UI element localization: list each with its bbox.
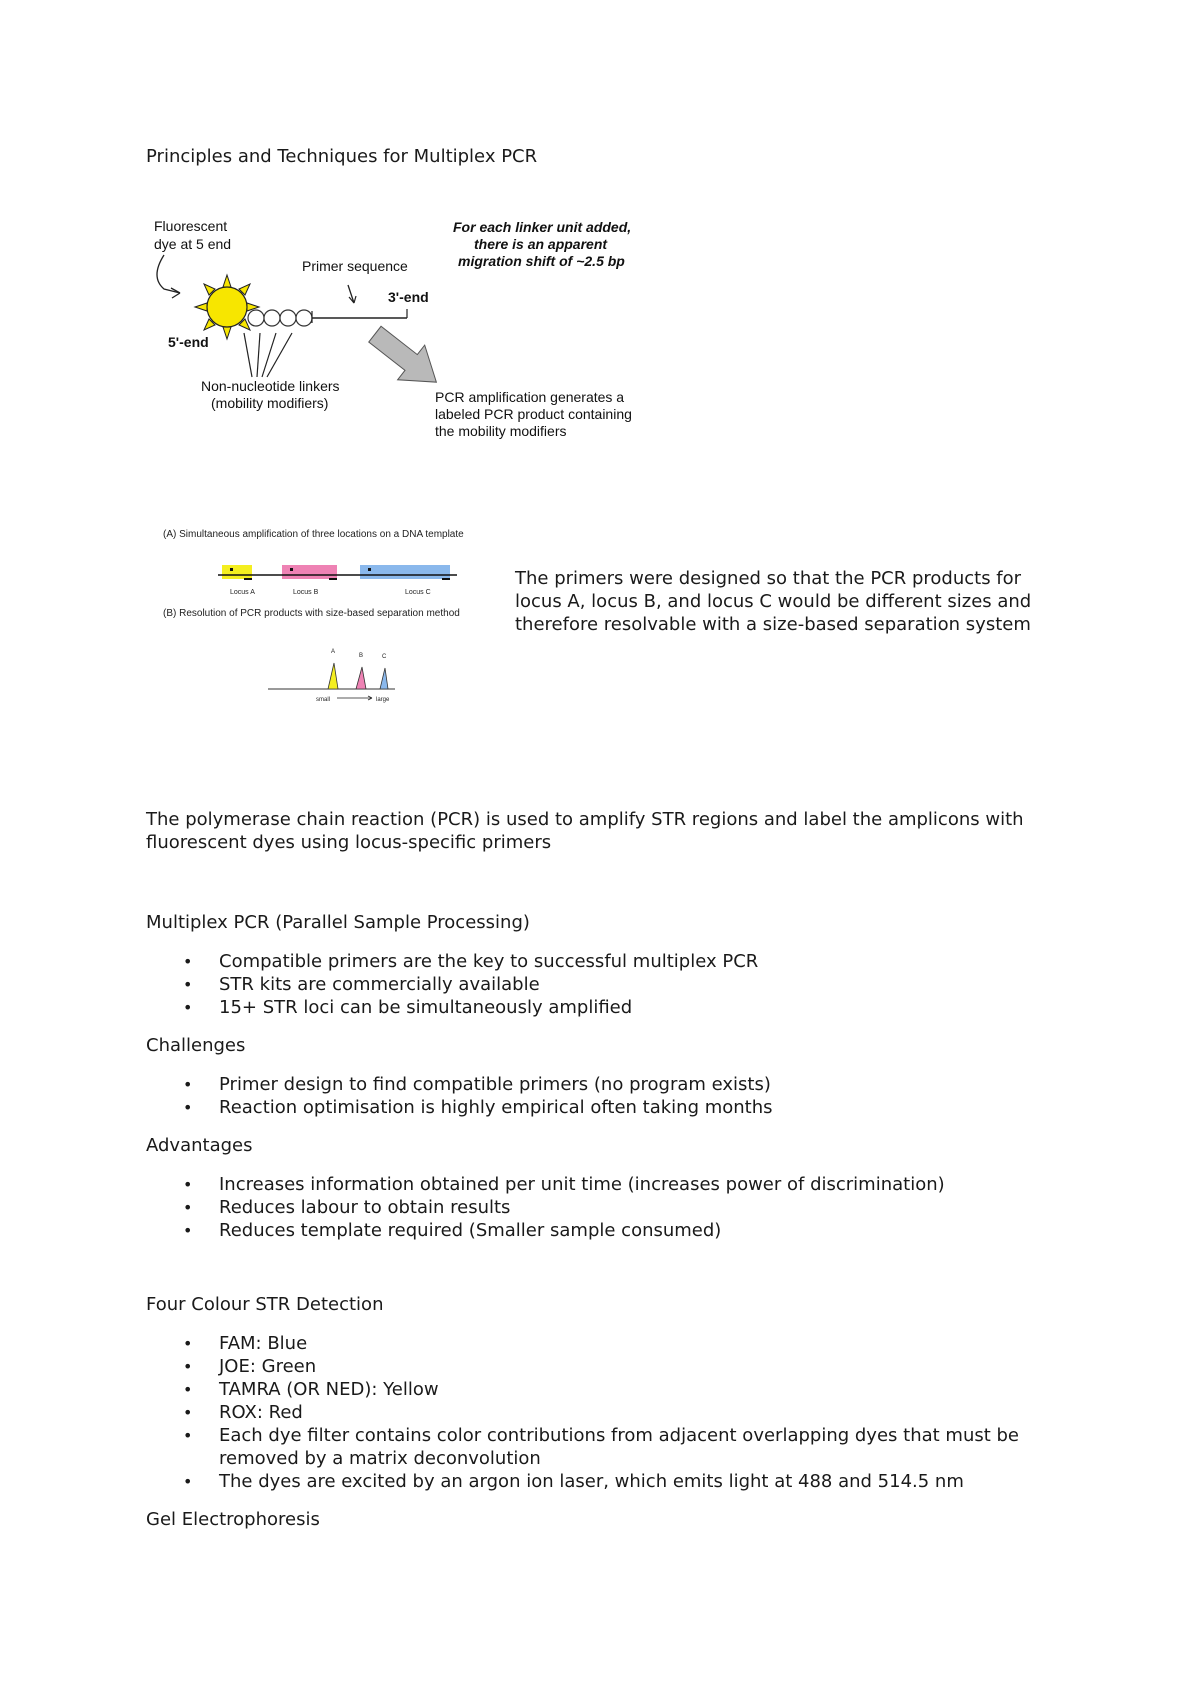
five-prime-end-label: 5'-end (168, 334, 209, 350)
small-label: small (316, 697, 331, 703)
linker-pointer-arrows (244, 333, 292, 377)
pcr-note-line2: labeled PCR product containing (435, 406, 632, 422)
list-item: • Reaction optimisation is highly empirical often taking months (146, 1096, 1066, 1119)
locus-c-band (360, 565, 450, 579)
dye-label-line2: dye at 5 end (154, 236, 232, 252)
list-item: • Reduces template required (Smaller sample consumed) (146, 1219, 1066, 1242)
list-item: • Primer design to find compatible primers (no program exists) (146, 1073, 1066, 1096)
locus-b-band (282, 565, 337, 579)
challenges-heading: Challenges (146, 1035, 246, 1056)
list-item: • Compatible primers are the key to successful multiplex PCR (146, 950, 1066, 973)
page-title: Principles and Techniques for Multiplex PCR (146, 146, 538, 167)
list-item: • FAM: Blue (146, 1332, 1066, 1355)
multiplex-diagram (160, 523, 495, 703)
process-arrow-icon (361, 317, 450, 400)
linker-beads (248, 310, 312, 326)
large-label: large (376, 697, 390, 703)
list-item: • TAMRA (OR NED): Yellow (146, 1378, 1066, 1401)
shift-note-line3: migration shift of ~2.5 bp (458, 253, 625, 269)
list-item: • ROX: Red (146, 1401, 1066, 1424)
locus-b-label: Locus B (293, 589, 319, 596)
dye-pointer-line (157, 255, 180, 293)
peak-c-label: C (382, 654, 387, 660)
advantages-list (146, 1173, 1066, 1242)
list-item: • Reduces labour to obtain results (146, 1196, 1066, 1219)
list-item: • The dyes are excited by an argon ion laser, which emits light at 488 and 514.5 nm (146, 1470, 1066, 1493)
dye-label-line1: Fluorescent (154, 218, 228, 234)
sun-dye-icon (195, 275, 259, 339)
shift-note-line2: there is an apparent (474, 236, 608, 252)
locus-a-band (222, 565, 252, 579)
caption-a: (A) Simultaneous amplification of three locations on a DNA template (163, 529, 464, 540)
peak-b (356, 667, 366, 689)
caption-b: (B) Resolution of PCR products with size-based separation method (163, 608, 460, 619)
locus-c-label: Locus C (405, 589, 431, 596)
linkers-label-line2: (mobility modifiers) (211, 395, 329, 411)
side-note: The primers were designed so that the PCR products for locus A, locus B, and locus C would be different sizes and therefore resolvable with a size-based separation system (515, 568, 1032, 635)
pcr-note-line1: PCR amplification generates a (435, 389, 625, 405)
gel-electrophoresis-heading: Gel Electrophoresis (146, 1509, 320, 1530)
four-colour-list (146, 1332, 1066, 1493)
intro-paragraph: The polymerase chain reaction (PCR) is used to amplify STR regions and label the amplicons with fluorescent dyes using locus-specific primers (146, 809, 1024, 853)
multiplex-list (146, 950, 1066, 1019)
four-colour-heading: Four Colour STR Detection (146, 1294, 384, 1315)
peak-a-label: A (331, 649, 336, 655)
list-item: • Each dye filter contains color contributions from adjacent overlapping dyes that must be removed by a matrix deconvolution (146, 1424, 1066, 1470)
challenges-list (146, 1073, 1066, 1119)
three-prime-end-label: 3'-end (388, 289, 429, 305)
advantages-heading: Advantages (146, 1135, 253, 1156)
list-item: • 15+ STR loci can be simultaneously amplified (146, 996, 1066, 1019)
locus-a-label: Locus A (230, 589, 255, 596)
peak-a (328, 663, 338, 689)
primer-diagram (140, 215, 660, 450)
list-item: • JOE: Green (146, 1355, 1066, 1378)
pcr-note-line3: the mobility modifiers (435, 423, 567, 439)
shift-note-line1: For each linker unit added, (453, 219, 632, 235)
linkers-label-line1: Non-nucleotide linkers (201, 378, 340, 394)
primer-sequence-label: Primer sequence (302, 258, 408, 274)
peak-b-label: B (359, 653, 364, 659)
peak-c (380, 668, 388, 689)
multiplex-heading: Multiplex PCR (Parallel Sample Processing) (146, 912, 530, 933)
list-item: • STR kits are commercially available (146, 973, 1066, 996)
list-item: • Increases information obtained per unit time (increases power of discrimination) (146, 1173, 1066, 1196)
